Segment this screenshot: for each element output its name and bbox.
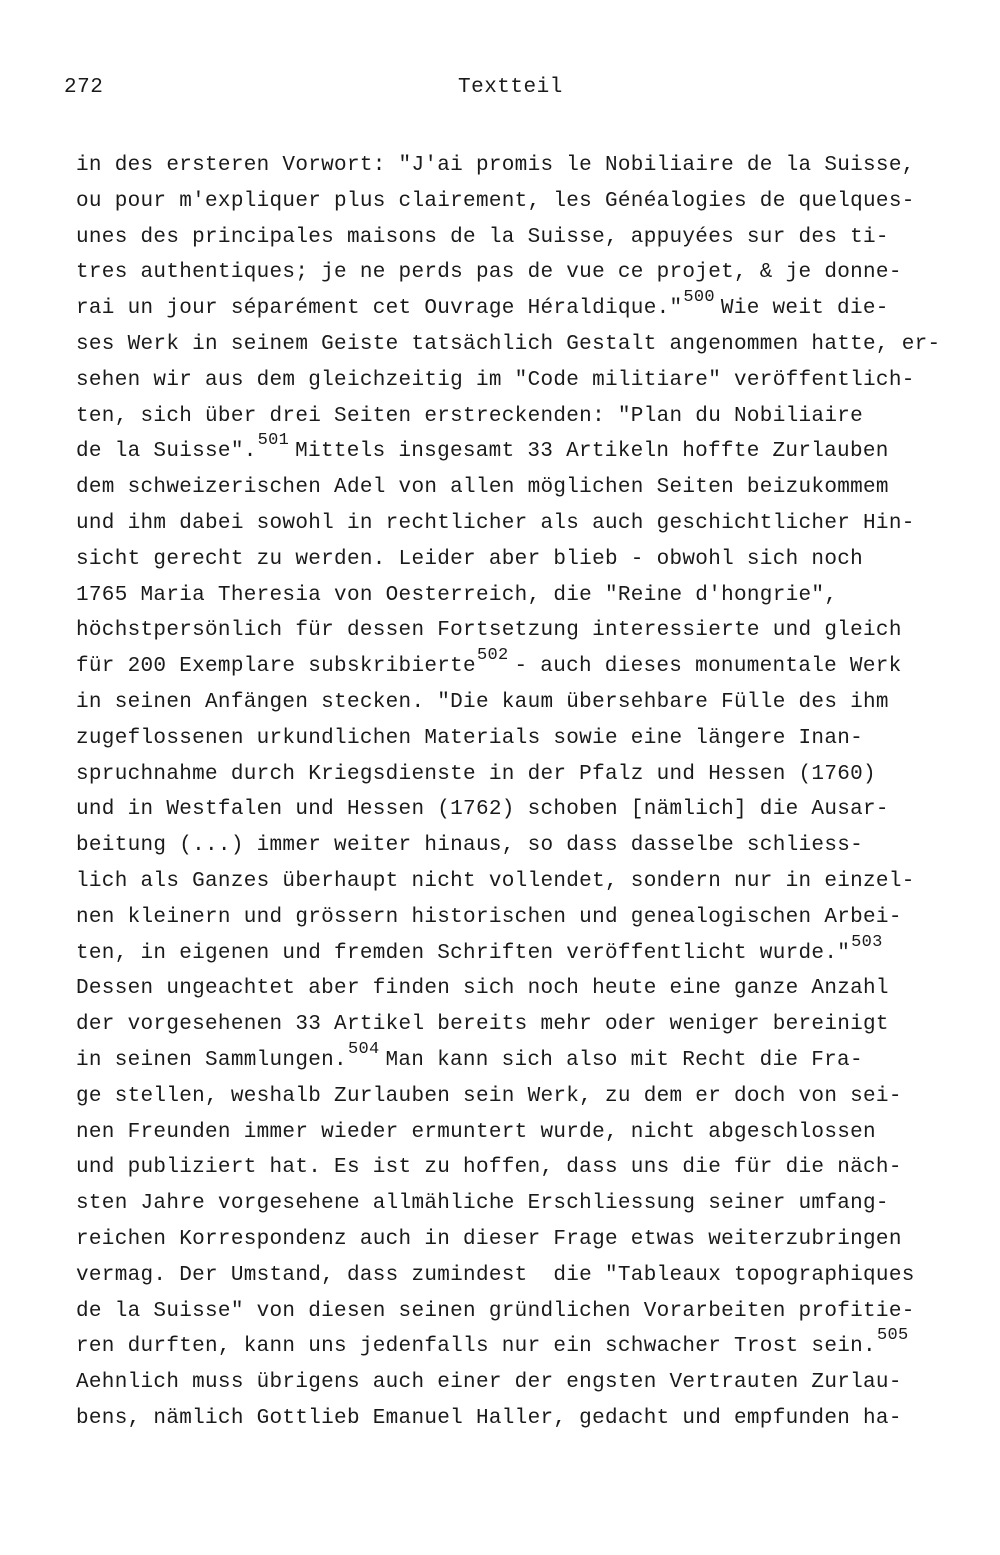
text-line [76, 1365, 976, 1401]
text-segment: tres authentiques; je ne perds pas de vue ce projet, & je donne- [76, 261, 902, 285]
text-segment: nen Freunden immer wieder ermuntert wurde, nicht abgeschlossen [76, 1120, 876, 1144]
text-line [76, 1186, 976, 1222]
text-line [76, 542, 976, 578]
text-segment: und ihm dabei sowohl in rechtlicher als auch geschichtlicher Hin- [76, 511, 915, 535]
text-segment: Mittels insgesamt 33 Artikeln hoffte Zurlauben [295, 440, 889, 464]
text-line [76, 1401, 976, 1437]
text-segment: - auch dieses monumentale Werk [514, 655, 902, 679]
text-segment: und publiziert hat. Es ist zu hoffen, dass uns die für die näch- [76, 1156, 902, 1180]
text-line [76, 220, 976, 256]
text-segment: bens, nämlich Gottlieb Emanuel Haller, gedacht und empfunden ha- [76, 1406, 902, 1430]
text-segment: ten, sich über drei Seiten erstreckenden: "Plan du Nobiliaire [76, 404, 864, 428]
text-segment: in des ersteren Vorwort: "J'ai promis le Nobiliaire de la Suisse, [76, 154, 915, 177]
text-line [76, 1150, 976, 1186]
footnote-marker: 503 [851, 932, 883, 952]
body-text [76, 148, 976, 1437]
text-line [76, 255, 976, 291]
text-segment: ten, in eigenen und fremden Schriften veröffentlicht wurde." [76, 941, 851, 965]
text-line [76, 646, 976, 685]
text-line [76, 470, 976, 506]
text-line [76, 1115, 976, 1151]
text-segment: lich als Ganzes überhaupt nicht vollendet, sondern nur in einzel- [76, 869, 915, 893]
text-segment: spruchnahme durch Kriegsdienste in der Pfalz und Hessen (1760) [76, 762, 876, 786]
text-segment: de la Suisse" von diesen seinen gründlichen Vorarbeiten profitie- [76, 1299, 915, 1323]
text-segment: ren durften, kann uns jedenfalls nur ein schwacher Trost sein. [76, 1335, 876, 1359]
text-segment: ou pour m'expliquer plus clairement, les Généalogies de quelques- [76, 189, 915, 213]
text-segment: der vorgesehenen 33 Artikel bereits mehr oder weniger bereinigt [76, 1013, 889, 1037]
text-segment: nen kleinern und grössern historischen und genealogischen Arbei- [76, 905, 902, 929]
text-segment: sicht gerecht zu werden. Leider aber blieb - obwohl sich noch [76, 547, 864, 571]
running-head: Textteil [458, 76, 563, 99]
text-segment: ge stellen, weshalb Zurlauben sein Werk, zu dem er doch von sei- [76, 1084, 902, 1108]
text-line [76, 363, 976, 399]
text-segment: und in Westfalen und Hessen (1762) schoben [nämlich] die Ausar- [76, 798, 889, 822]
text-line [76, 184, 976, 220]
text-line [76, 431, 976, 470]
text-line [76, 578, 976, 614]
text-segment: für 200 Exemplare subskribierte [76, 655, 476, 679]
text-line [76, 792, 976, 828]
footnote-marker: 501 [257, 431, 290, 451]
text-line [76, 1258, 976, 1294]
text-line [76, 1294, 976, 1330]
text-line [76, 1007, 976, 1043]
footnote-marker: 504 [347, 1039, 380, 1059]
text-segment: Aehnlich muss übrigens auch einer der engsten Vertrauten Zurlau- [76, 1371, 902, 1395]
text-segment: in seinen Sammlungen. [76, 1048, 347, 1072]
text-line [76, 1079, 976, 1115]
text-line [76, 506, 976, 542]
text-line [76, 864, 976, 900]
text-segment: beitung (...) immer weiter hinaus, so dass dasselbe schliess- [76, 834, 864, 858]
text-line [76, 757, 976, 793]
text-segment: höchstpersönlich für dessen Fortsetzung interessierte und gleich [76, 619, 902, 643]
footnote-marker: 505 [876, 1326, 909, 1346]
text-segment: in seinen Anfängen stecken. "Die kaum übersehbare Fülle des ihm [76, 690, 889, 714]
text-line [76, 148, 976, 184]
text-segment: unes des principales maisons de la Suisse, appuyées sur des ti- [76, 225, 889, 249]
text-segment: Man kann sich also mit Recht die Fra- [385, 1048, 863, 1072]
text-line [76, 971, 976, 1007]
text-segment: zugeflossenen urkundlichen Materials sowie eine längere Inan- [76, 726, 864, 750]
text-segment: ses Werk in seinem Geiste tatsächlich Gestalt angenommen hatte, er- [76, 332, 941, 356]
text-line [76, 685, 976, 721]
text-segment: Dessen ungeachtet aber finden sich noch heute eine ganze Anzahl [76, 977, 889, 1001]
page-number: 272 [64, 76, 104, 99]
text-line [76, 613, 976, 649]
text-segment: dem schweizerischen Adel von allen möglichen Seiten beizukommem [76, 476, 889, 500]
text-segment: de la Suisse". [76, 440, 257, 464]
footnote-marker: 502 [476, 646, 509, 666]
text-line [76, 1039, 976, 1079]
text-line [76, 932, 976, 972]
text-segment: vermag. Der Umstand, dass zumindest die "Tableaux topographiques [76, 1263, 915, 1287]
text-line [76, 900, 976, 936]
text-segment: rai un jour séparément cet Ouvrage Héraldique." [76, 297, 683, 321]
text-segment: reichen Korrespondenz auch in dieser Frage etwas weiterzubringen [76, 1227, 902, 1251]
text-segment: sehen wir aus dem gleichzeitig im "Code militiare" veröffentlich- [76, 368, 915, 392]
text-segment: sten Jahre vorgesehene allmähliche Erschliessung seiner umfang- [76, 1192, 889, 1216]
text-segment: Wie weit die- [720, 297, 889, 321]
text-line [76, 828, 976, 864]
text-segment: 1765 Maria Theresia von Oesterreich, die "Reine d'hongrie", [76, 583, 838, 607]
text-line [76, 399, 976, 435]
text-line [76, 1222, 976, 1258]
footnote-marker: 500 [683, 288, 715, 308]
text-line [76, 1326, 976, 1365]
text-line [76, 288, 976, 327]
text-line [76, 327, 976, 363]
text-line [76, 721, 976, 757]
